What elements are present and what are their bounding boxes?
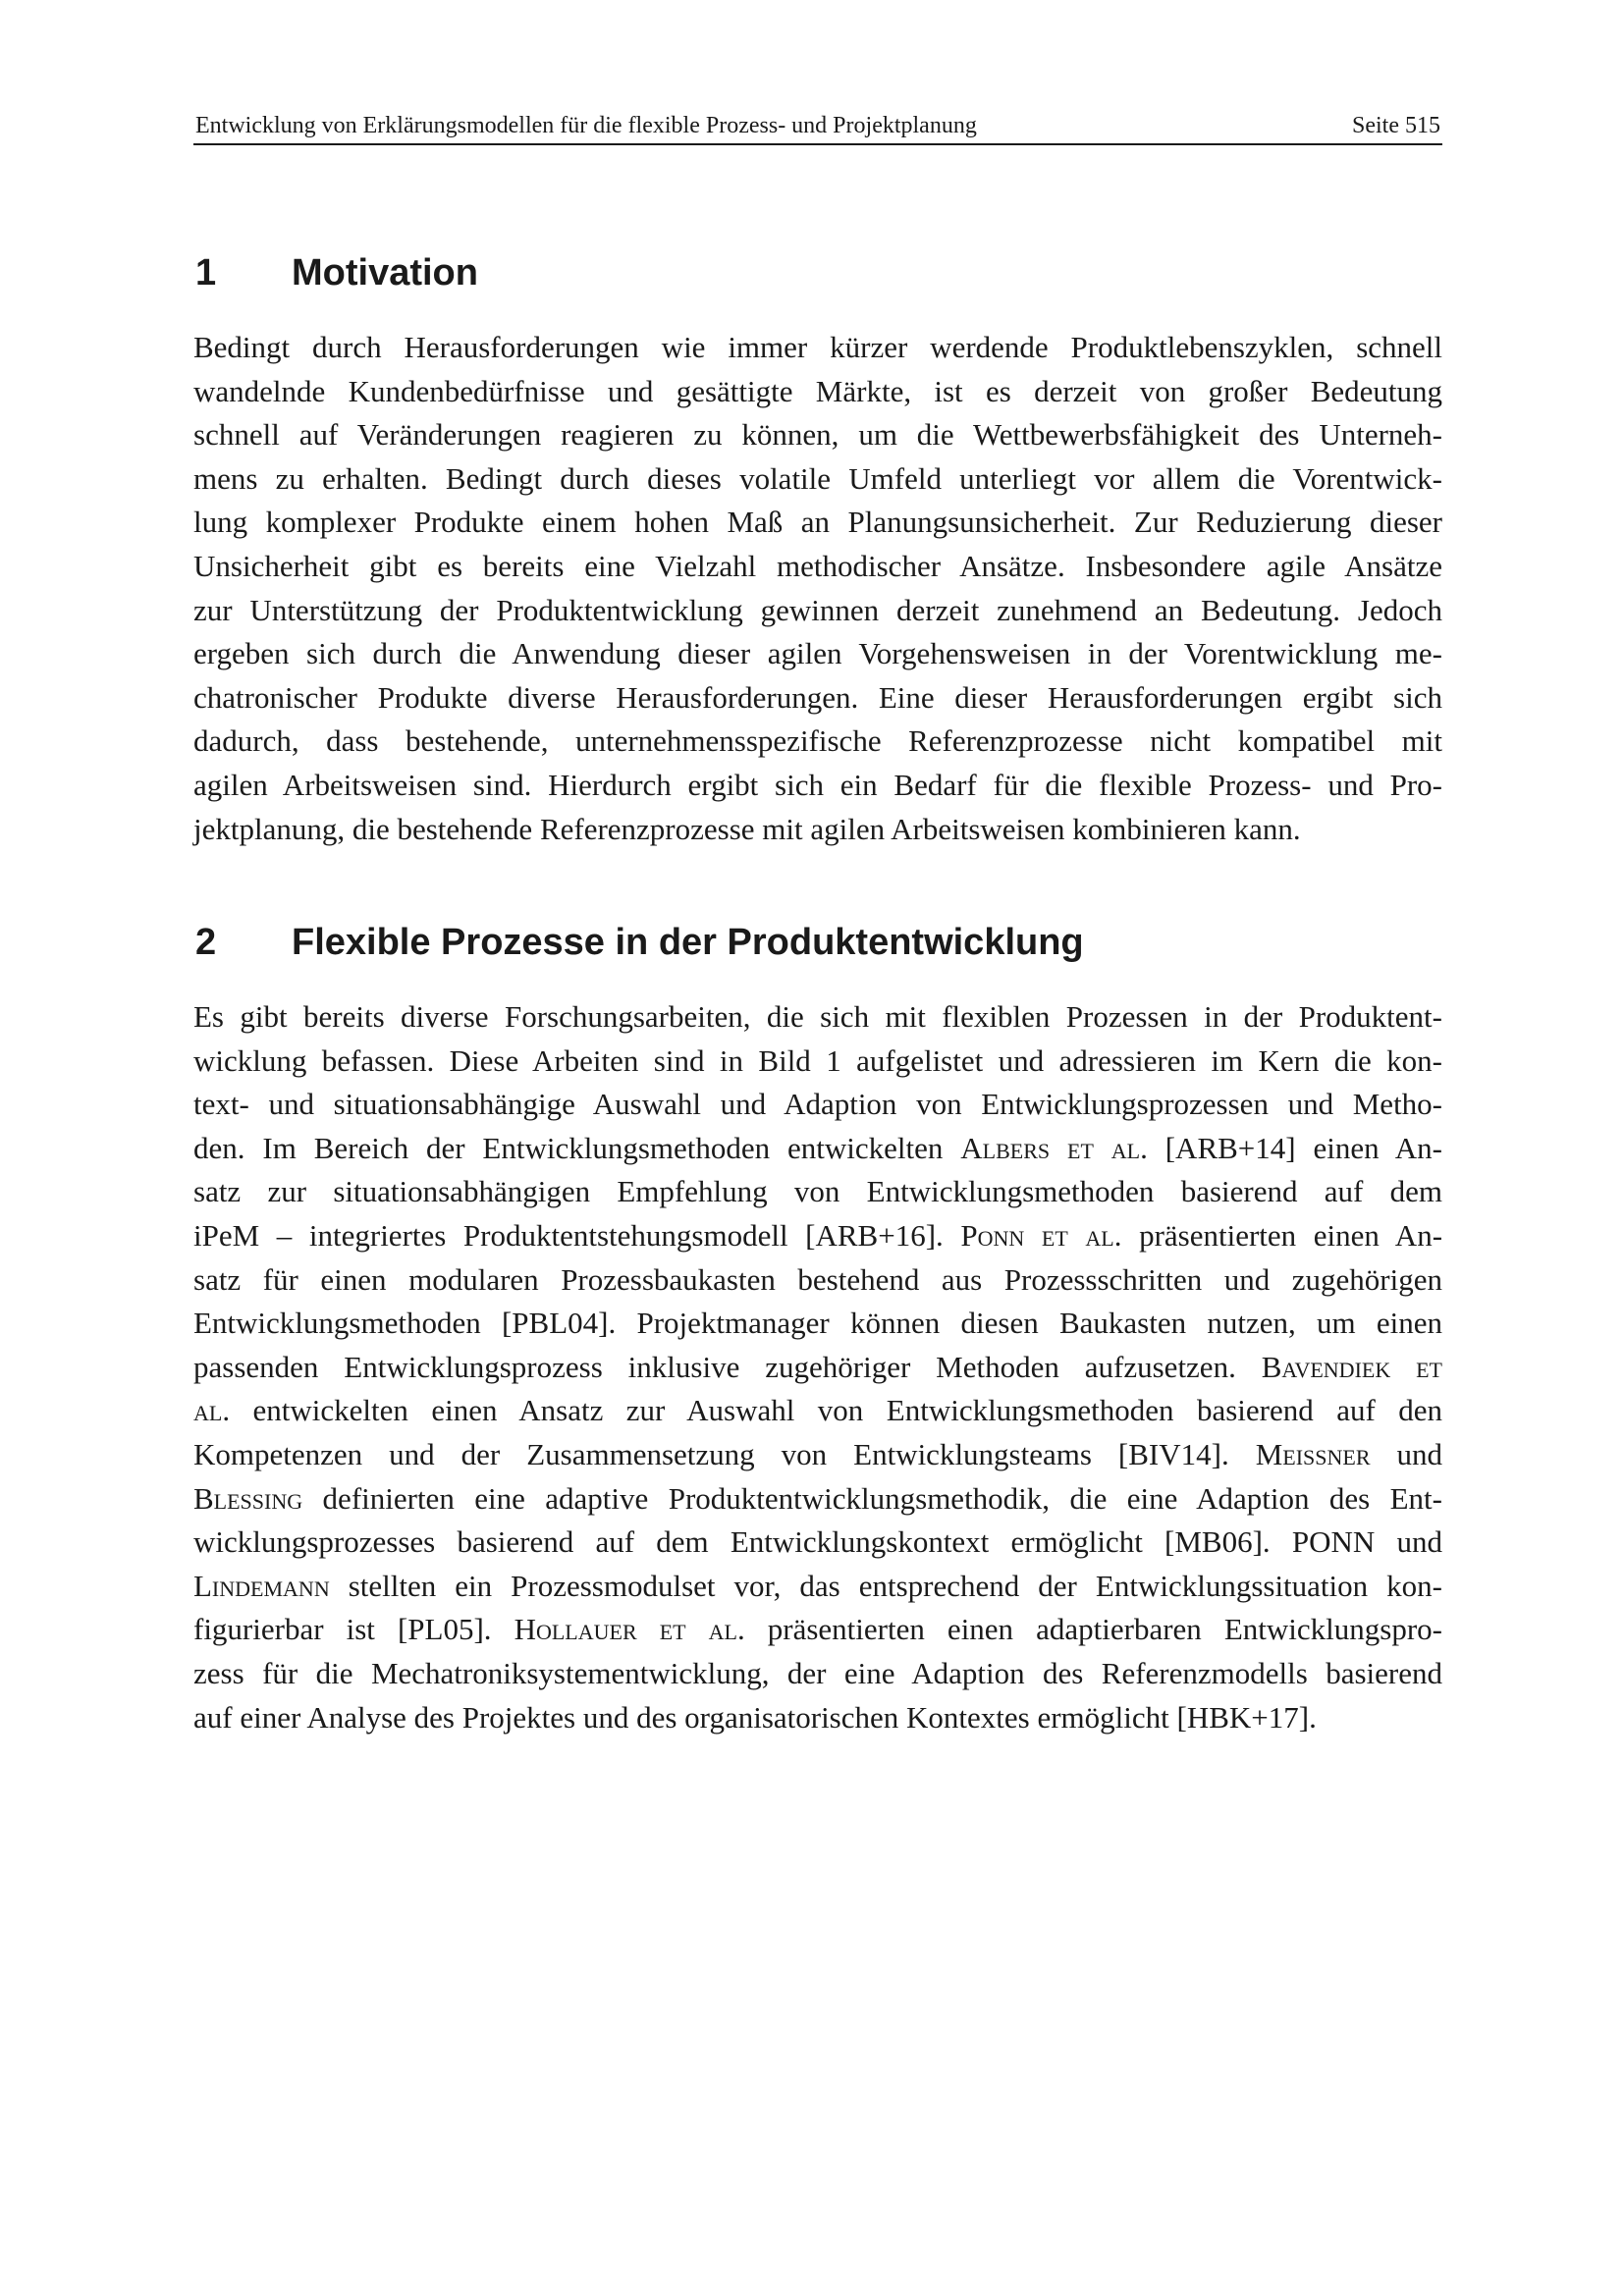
section-title: Motivation xyxy=(292,252,478,294)
author-name: Ponn et al. xyxy=(960,1217,1122,1253)
author-name: al. xyxy=(193,1393,231,1428)
text-fragment: den. Im Bereich der Entwicklungsmethoden entwickelten xyxy=(193,1130,961,1165)
section-number: 1 xyxy=(195,252,217,294)
author-name: Hollauer et al. xyxy=(514,1612,745,1647)
text-line: satz für einen modularen Prozessbaukasten bestehend aus Prozessschritten und zugehörigen xyxy=(193,1261,1442,1297)
section-number: 2 xyxy=(195,922,217,963)
text-line xyxy=(193,1389,1442,1433)
text-line xyxy=(193,1608,1442,1652)
text-line xyxy=(193,1565,1442,1609)
text-fragment: figurierbar ist [PL05]. xyxy=(193,1612,514,1647)
author-name: Meißner xyxy=(1255,1436,1371,1471)
section-flexible-prozesse xyxy=(193,913,1442,1739)
text-line: dadurch, dass bestehende, unternehmensspezifische Referenzprozesse nicht kompatibel mit xyxy=(193,723,1442,759)
text-line xyxy=(193,1127,1442,1171)
text-line xyxy=(193,1214,1442,1258)
text-line: satz zur situationsabhängigen Empfehlung von Entwicklungsmethoden basierend auf dem xyxy=(193,1174,1442,1209)
text-line: chatronischer Produkte diverse Herausforderungen. Eine dieser Herausforderungen ergibt sich xyxy=(193,679,1442,715)
text-line: auf einer Analyse des Projektes und des organisatorischen Kontextes ermöglicht [HBK+17]. xyxy=(193,1699,1317,1735)
text-line: Bedingt durch Herausforderungen wie immer kürzer werdende Produktlebenszyklen, schnell xyxy=(193,330,1442,364)
author-name: Lindemann xyxy=(193,1568,330,1603)
section-heading xyxy=(193,243,1442,302)
text-fragment: präsentierten einen adaptierbaren Entwicklungspro- xyxy=(744,1612,1442,1647)
text-fragment: [ARB+14] einen An- xyxy=(1147,1130,1442,1165)
text-line: zur Unterstützung der Produktentwicklung gewinnen derzeit zunehmend an Bedeutung. Jedoch xyxy=(193,592,1442,627)
text-fragment: iPeM – integriertes Produktentstehungsmodell [ARB+16]. xyxy=(193,1217,961,1253)
running-header-title: Entwicklung von Erklärungsmodellen für die flexible Prozess- und Projektplanung xyxy=(195,113,977,138)
text-line: Es gibt bereits diverse Forschungsarbeiten, die sich mit flexiblen Prozessen in der Produktent- xyxy=(193,999,1442,1034)
text-line: schnell auf Veränderungen reagieren zu können, um die Wettbewerbsfähigkeit des Unterneh- xyxy=(193,417,1442,453)
text-line: wandelnde Kundenbedürfnisse und gesättigte Märkte, ist es derzeit von großer Bedeutung xyxy=(193,373,1442,408)
text-line xyxy=(193,1433,1442,1477)
section-motivation xyxy=(193,243,1442,851)
section-paragraph xyxy=(193,995,1442,1739)
text-line: Entwicklungsmethoden [PBL04]. Projektmanager können diesen Baukasten nutzen, um einen xyxy=(193,1306,1442,1341)
section-heading xyxy=(193,913,1442,972)
text-fragment: präsentierten einen An- xyxy=(1121,1217,1443,1253)
text-line: Unsicherheit gibt es bereits eine Vielzahl methodischer Ansätze. Insbesondere agile Ansätze xyxy=(193,548,1442,583)
text-line: wicklung befassen. Diese Arbeiten sind in Bild 1 aufgelistet und adressieren im Kern die kon- xyxy=(193,1042,1442,1078)
text-fragment: entwickelten einen Ansatz zur Auswahl von Entwicklungsmethoden basierend auf den xyxy=(230,1393,1442,1428)
text-line xyxy=(193,1477,1442,1522)
text-fragment: stellten ein Prozessmodulset vor, das entsprechend der Entwicklungssituation kon- xyxy=(329,1568,1442,1603)
section-title: Flexible Prozesse in der Produktentwicklung xyxy=(292,922,1084,963)
text-line: ergeben sich durch die Anwendung dieser agilen Vorgehensweisen in der Vorentwicklung me- xyxy=(193,636,1442,671)
page-number: Seite 515 xyxy=(1352,113,1440,138)
text-line xyxy=(193,1346,1442,1390)
text-line: lung komplexer Produkte einem hohen Maß an Planungsunsicherheit. Zur Reduzierung dieser xyxy=(193,505,1442,540)
section-paragraph xyxy=(193,326,1442,851)
text-line: agilen Arbeitsweisen sind. Hierdurch ergibt sich ein Bedarf für die flexible Prozess- und Pro- xyxy=(193,767,1442,802)
text-line: mens zu erhalten. Bedingt durch dieses volatile Umfeld unterliegt vor allem die Vorentwick- xyxy=(193,460,1442,496)
author-name: Blessing xyxy=(193,1480,303,1516)
text-fragment: und xyxy=(1370,1436,1443,1471)
text-fragment: definierten eine adaptive Produktentwicklungsmethodik, die eine Adaption des Ent- xyxy=(302,1480,1442,1516)
running-header xyxy=(193,108,1442,145)
text-fragment: Kompetenzen und der Zusammensetzung von Entwicklungsteams [BIV14]. xyxy=(193,1436,1256,1471)
text-line: text- und situationsabhängige Auswahl und Adaption von Entwicklungsprozessen und Metho- xyxy=(193,1087,1442,1122)
text-line: wicklungsprozesses basierend auf dem Entwicklungskontext ermöglicht [MB06]. PONN und xyxy=(193,1524,1442,1560)
text-line: jektplanung, die bestehende Referenzprozesse mit agilen Arbeitsweisen kombinieren kann. xyxy=(193,811,1301,846)
text-line: zess für die Mechatroniksystementwicklung, der eine Adaption des Referenzmodells basierend xyxy=(193,1655,1442,1690)
author-name: Albers et al. xyxy=(960,1130,1148,1165)
text-fragment: passenden Entwicklungsprozess inklusive zugehöriger Methoden aufzusetzen. xyxy=(193,1349,1262,1384)
author-name: Bavendiek et xyxy=(1261,1349,1442,1384)
